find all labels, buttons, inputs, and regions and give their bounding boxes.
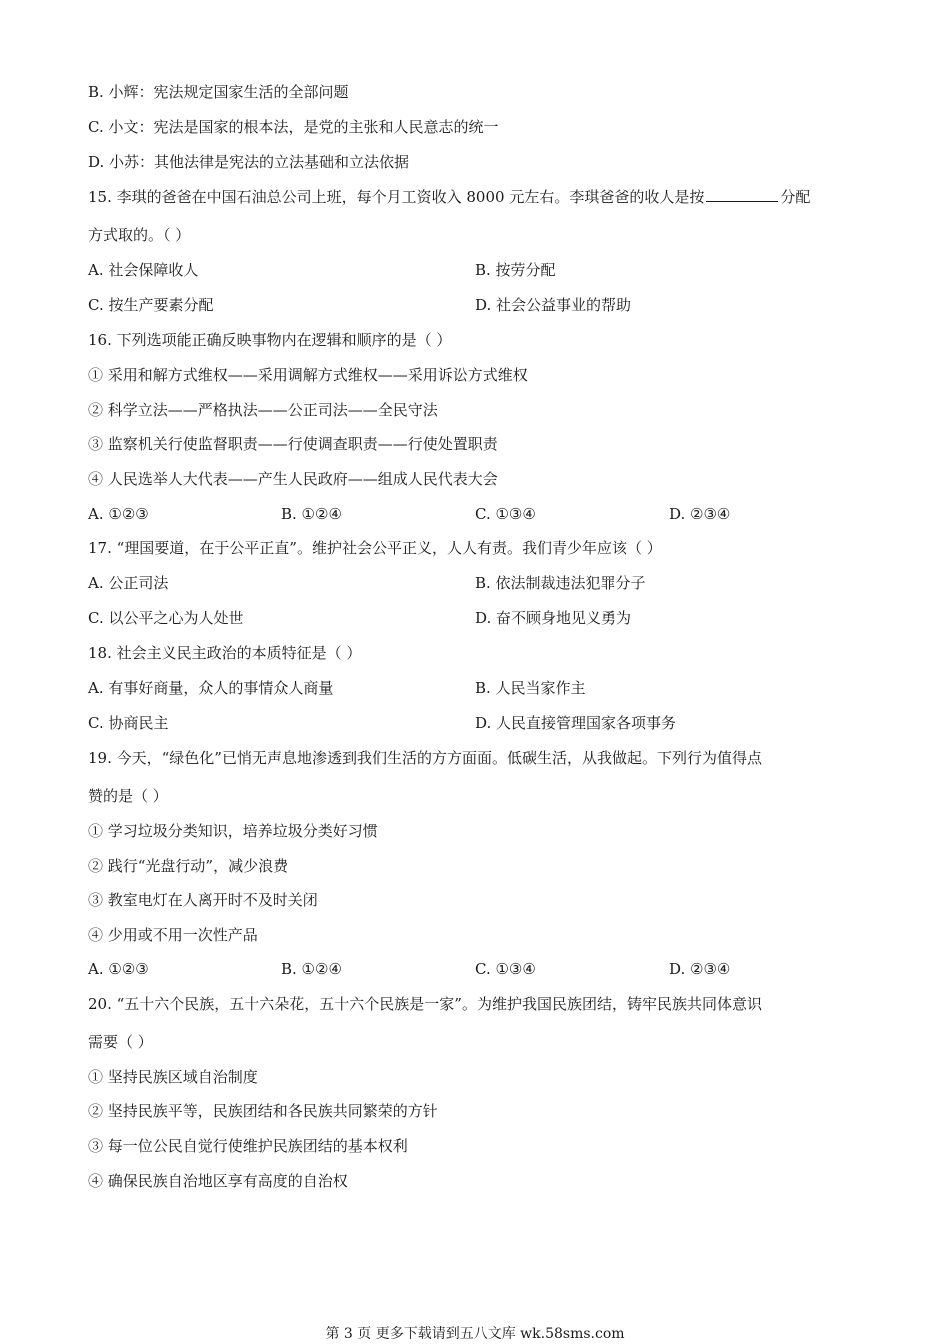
q16-option-a: A. ①②③ — [88, 505, 149, 523]
q20-item-4: ④ 确保民族自治地区享有高度的自治权 — [88, 1172, 348, 1190]
q18-stem: 18. 社会主义民主政治的本质特征是（ ） — [88, 644, 362, 662]
q20-item-1: ① 坚持民族区域自治制度 — [88, 1068, 258, 1086]
q19-item-2: ② 践行“光盘行动”，减少浪费 — [88, 857, 289, 875]
q17-option-b: B. 依法制裁违法犯罪分子 — [475, 574, 646, 592]
q15-option-c: C. 按生产要素分配 — [88, 296, 214, 314]
q15-option-a: A. 社会保障收人 — [88, 261, 199, 279]
q19-option-c: C. ①③④ — [475, 960, 536, 978]
q16-item-1: ① 采用和解方式维权——采用调解方式维权——采用诉讼方式维权 — [88, 366, 528, 384]
q19-option-b: B. ①②④ — [281, 960, 342, 978]
q16-stem: 16. 下列选项能正确反映事物内在逻辑和顺序的是（ ） — [88, 331, 452, 349]
q16-item-2: ② 科学立法——严格执法——公正司法——全民守法 — [88, 401, 438, 419]
q20-item-2: ② 坚持民族平等，民族团结和各民族共同繁荣的方针 — [88, 1102, 438, 1120]
q14-option-b: B. 小辉：宪法规定国家生活的全部问题 — [88, 83, 349, 101]
q19-stem-line2: 赞的是（ ） — [88, 787, 168, 805]
q15-stem-tail: 分配 — [780, 188, 811, 206]
q17-option-a: A. 公正司法 — [88, 574, 169, 592]
q18-option-b: B. 人民当家作主 — [475, 679, 586, 697]
q20-item-3: ③ 每一位公民自觉行使维护民族团结的基本权利 — [88, 1137, 408, 1155]
q17-option-d: D. 奋不顾身地见义勇为 — [475, 609, 632, 627]
q18-option-a: A. 有事好商量，众人的事情众人商量 — [88, 679, 334, 697]
page-footer: 第 3 页 更多下载请到五八文库 wk.58sms.com — [325, 1326, 625, 1342]
q15-answer-blank — [706, 187, 778, 202]
q19-item-3: ③ 教室电灯在人离开时不及时关闭 — [88, 891, 318, 909]
q15-stem-line1 — [88, 187, 810, 207]
q19-option-d: D. ②③④ — [669, 960, 731, 978]
q19-stem-line1: 19. 今天，“绿色化”已悄无声息地渗透到我们生活的方方面面。低碳生活，从我做起。下列行为值得点 — [88, 749, 762, 767]
q14-option-c: C. 小文：宪法是国家的根本法，是党的主张和人民意志的统一 — [88, 118, 499, 136]
q19-option-a: A. ①②③ — [88, 960, 149, 978]
q14-option-d: D. 小苏：其他法律是宪法的立法基础和立法依据 — [88, 153, 410, 171]
q18-option-d: D. 人民直接管理国家各项事务 — [475, 714, 677, 732]
q19-item-1: ① 学习垃圾分类知识，培养垃圾分类好习惯 — [88, 822, 378, 840]
q17-option-c: C. 以公平之心为人处世 — [88, 609, 244, 627]
q20-stem-line1: 20. “五十六个民族，五十六朵花，五十六个民族是一家”。为维护我国民族团结，铸牢民族共同体意识 — [88, 995, 762, 1013]
q16-option-c: C. ①③④ — [475, 505, 536, 523]
q19-item-4: ④ 少用或不用一次性产品 — [88, 926, 258, 944]
q16-option-b: B. ①②④ — [281, 505, 342, 523]
q16-item-4: ④ 人民选举人大代表——产生人民政府——组成人民代表大会 — [88, 470, 498, 488]
q15-option-b: B. 按劳分配 — [475, 261, 556, 279]
q16-item-3: ③ 监察机关行使监督职责——行使调查职责——行使处置职责 — [88, 435, 498, 453]
q17-stem: 17. “理国要道，在于公平正直”。维护社会公平正义，人人有责。我们青少年应该（ ） — [88, 539, 662, 557]
q15-option-d: D. 社会公益事业的帮助 — [475, 296, 632, 314]
q16-option-d: D. ②③④ — [669, 505, 731, 523]
q20-stem-line2: 需要（ ） — [88, 1033, 153, 1051]
q18-option-c: C. 协商民主 — [88, 714, 169, 732]
q15-stem-line2: 方式取的。（ ） — [88, 226, 191, 244]
q15-stem-text: 15. 李琪的爸爸在中国石油总公司上班，每个月工资收入 8000 元左右。李琪爸爸的收人是按 — [88, 188, 705, 206]
